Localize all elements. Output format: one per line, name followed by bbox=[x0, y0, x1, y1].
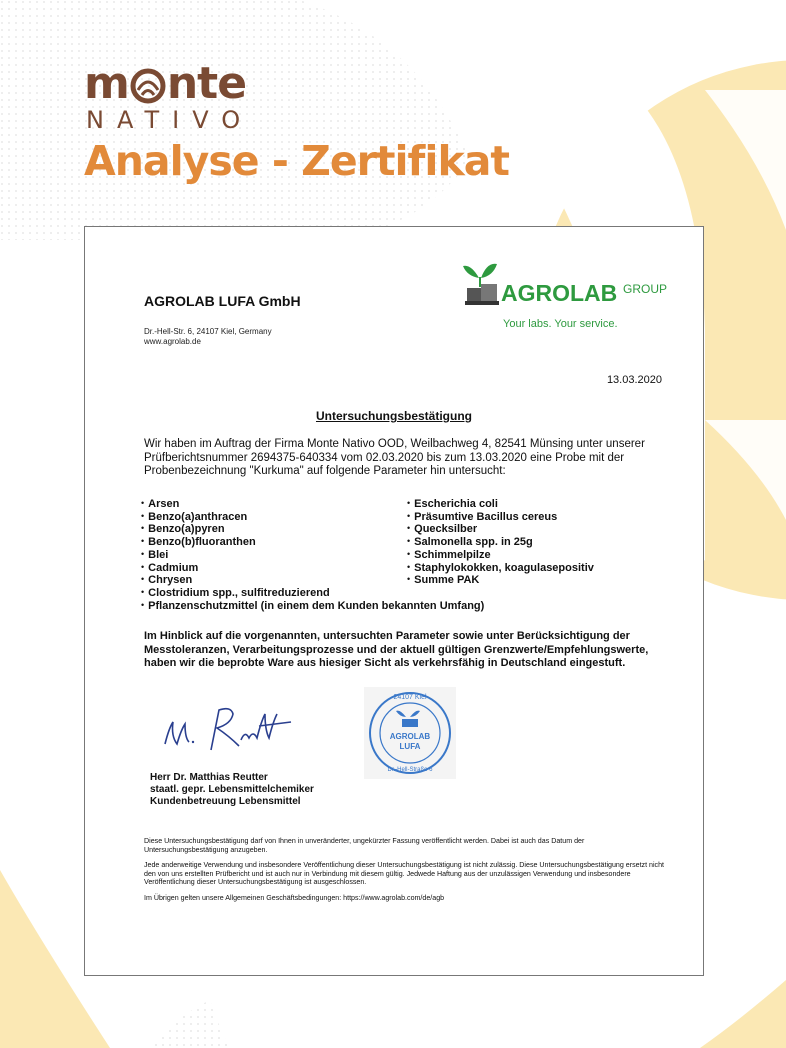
signer-name: Herr Dr. Matthias Reutter bbox=[150, 772, 268, 783]
list-item: • Cadmium bbox=[141, 562, 484, 575]
list-item: • Benzo(a)pyren bbox=[141, 523, 484, 536]
document-date: 13.03.2020 bbox=[606, 374, 662, 386]
list-item: • Summe PAK bbox=[407, 574, 594, 587]
brand-wordmark bbox=[84, 58, 253, 109]
agrolab-wordmark: AGROLAB bbox=[501, 280, 618, 306]
list-item: • Benzo(a)anthracen bbox=[141, 511, 484, 524]
page-heading: Analyse - Zertifikat bbox=[84, 137, 509, 185]
footer-notes bbox=[144, 837, 669, 910]
footer-paragraph-1: Diese Untersuchungsbestätigung darf von Ihnen in unveränderter, ungekürzter Fassung veröffentlicht werden. Dabei ist auch das Datum der Untersuchungsbestätigung anzugeben. bbox=[144, 837, 585, 854]
handwritten-signature bbox=[159, 700, 299, 760]
parameter-list-right bbox=[407, 498, 594, 587]
signer-title: staatl. gepr. Lebensmittelchemiker bbox=[150, 784, 314, 795]
stamp-line2: LUFA bbox=[399, 742, 421, 751]
signer-role: Kundenbetreuung Lebensmittel bbox=[150, 796, 301, 807]
lab-flask-leaf-icon bbox=[461, 260, 501, 308]
agrolab-tagline: Your labs. Your service. bbox=[503, 318, 618, 330]
signer-block bbox=[150, 772, 314, 808]
company-address bbox=[144, 327, 272, 347]
list-item: • Clostridium spp., sulfitreduzierend bbox=[141, 587, 484, 600]
footer-paragraph-2: Jede anderweitige Verwendung und insbesondere Veröffentlichung dieser Untersuchungsbestätigung ist nicht zulässig. Diese Untersuchungsbestätigung ersetzt nicht den von uns erstellten Prüfbericht und ist auch nur in Verbindung mit diesem gültig. Jedwede Haftung aus der unzulässigen Verwendung und insbesondere Veröffentlichung dieser Untersuchungsbestätigung ist ausgeschlossen. bbox=[144, 861, 665, 887]
list-item: • Staphylokokken, koagulasepositiv bbox=[407, 562, 594, 575]
list-item: • Pflanzenschutzmittel (in einem dem Kunden bekannten Umfang) bbox=[141, 600, 484, 613]
list-item: • Präsumtive Bacillus cereus bbox=[407, 511, 594, 524]
list-item: • Blei bbox=[141, 549, 484, 562]
list-item: • Benzo(b)fluoranthen bbox=[141, 536, 484, 549]
leaf-globe-icon bbox=[130, 68, 166, 104]
brand-subline: NATIVO bbox=[86, 106, 254, 134]
certificate-document bbox=[84, 226, 704, 976]
list-item: • Quecksilber bbox=[407, 523, 594, 536]
list-item: • Chrysen bbox=[141, 574, 484, 587]
agrolab-logo bbox=[461, 260, 676, 335]
conclusion-paragraph: Im Hinblick auf die vorgenannten, untersuchten Parameter sowie unter Berücksichtigung der Messtoleranzen, Verarbeitungsprozesse und der aktuell gültigen Grenzwerte/Empfehlungswerte, haben wir die beprobte Ware aus hiesiger Sicht als verkehrsfähig in Deutschland eingestuft. bbox=[144, 630, 649, 669]
list-item: • Arsen bbox=[141, 498, 484, 511]
document-title: Untersuchungsbestätigung bbox=[315, 409, 472, 423]
brand-wordmark-part2: nte bbox=[166, 58, 247, 109]
agrolab-group-label: GROUP bbox=[623, 282, 668, 296]
list-item: • Salmonella spp. in 25g bbox=[407, 536, 594, 549]
company-name: AGROLAB LUFA GmbH bbox=[144, 293, 301, 309]
website-link[interactable]: www.agrolab.de bbox=[144, 337, 201, 346]
stamp-top-text: 24107 Kiel bbox=[393, 694, 427, 701]
intro-paragraph: Wir haben im Auftrag der Firma Monte Nativo OOD, Weilbachweg 4, 82541 Münsing unter unserer Prüfberichtsnummer 2694375-640334 vom 02.03.2020 bis zum 13.03.2020 eine Probe mit der Probenbezeichnung "Kurkuma" auf folgende Parameter hin untersucht: bbox=[144, 438, 645, 477]
brand-wordmark-part1: m bbox=[84, 58, 129, 109]
footer-paragraph-3: Im Übrigen gelten unsere Allgemeinen Geschäftsbedingungen: https://www.agrolab.com/de/agb bbox=[144, 893, 445, 902]
address-line-1: Dr.-Hell-Str. 6, 24107 Kiel, Germany bbox=[144, 327, 272, 336]
stamp-bottom-text: Dr.-Hell-Straße 6 bbox=[387, 767, 433, 773]
list-item: • Schimmelpilze bbox=[407, 549, 594, 562]
stamp-line1: AGROLAB bbox=[389, 732, 431, 741]
brand-logo bbox=[84, 58, 254, 134]
lab-stamp bbox=[364, 687, 456, 779]
list-item: • Escherichia coli bbox=[407, 498, 594, 511]
